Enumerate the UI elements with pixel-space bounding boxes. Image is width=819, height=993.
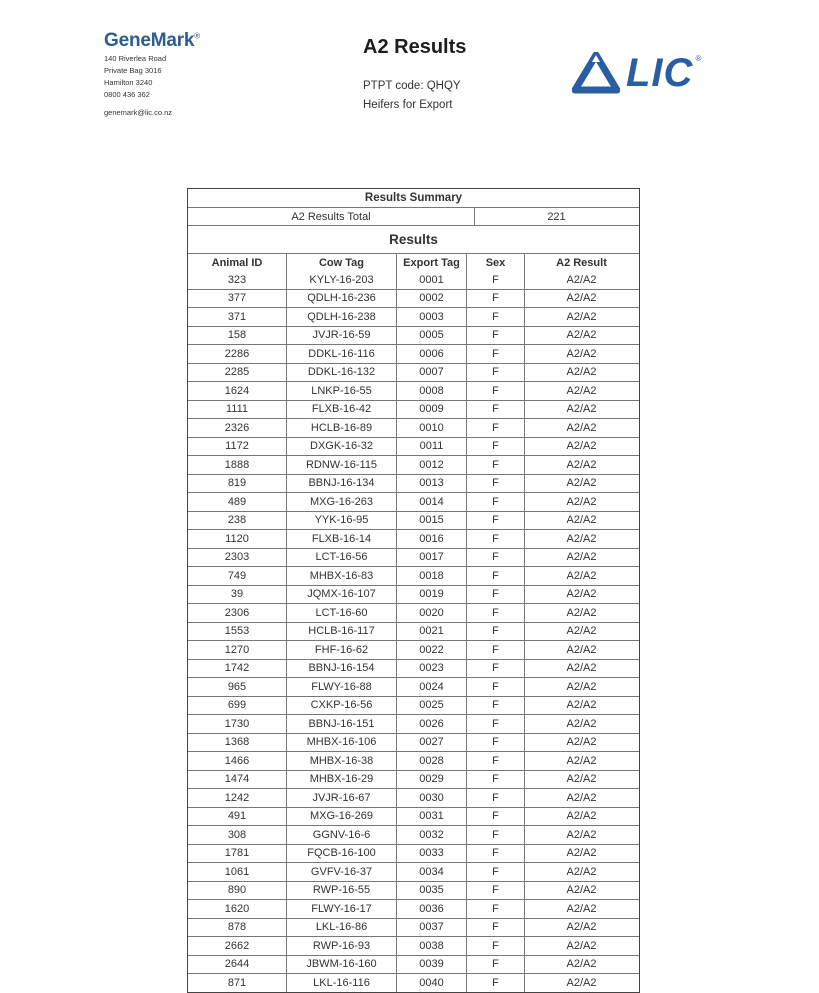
export-tag-cell: 0005 (396, 327, 466, 345)
animal-id-cell: 377 (227, 292, 247, 305)
phone-number: 0800 436 362 (104, 90, 150, 99)
cow-tag-cell: RWP-16-93 (286, 937, 396, 955)
table-row (188, 936, 639, 955)
cow-tag-cell: YYK-16-95 (286, 512, 396, 530)
sex-cell: F (466, 549, 524, 567)
table-row (188, 455, 639, 474)
animal-id-cell: 819 (227, 477, 247, 490)
cow-tag-cell: JVJR-16-67 (286, 789, 396, 807)
cow-tag-cell: CXKP-16-56 (286, 697, 396, 715)
a2-result-cell: A2/A2 (524, 660, 638, 678)
a2-result-cell: A2/A2 (524, 919, 638, 937)
animal-id-cell: 1742 (224, 662, 250, 675)
sex-cell: F (466, 641, 524, 659)
animal-id-cell: 2285 (224, 366, 250, 379)
sex-cell: F (466, 475, 524, 493)
export-tag-cell: 0008 (396, 382, 466, 400)
animal-id-cell: 308 (227, 828, 247, 841)
export-tag-cell: 0023 (396, 660, 466, 678)
cow-tag-cell: MXG-16-263 (286, 493, 396, 511)
export-tag-cell: 0028 (396, 752, 466, 770)
sex-cell: F (466, 438, 524, 456)
cow-tag-cell: HCLB-16-117 (286, 623, 396, 641)
animal-id-cell: 158 (227, 329, 247, 342)
cow-tag-cell: JBWM-16-160 (286, 956, 396, 974)
table-row (188, 566, 639, 585)
animal-id-cell: 749 (227, 569, 247, 582)
a2-result-cell: A2/A2 (524, 715, 638, 733)
cow-tag-cell: LKL-16-116 (286, 974, 396, 992)
sex-cell: F (466, 697, 524, 715)
a2-result-cell: A2/A2 (524, 586, 638, 604)
animal-id-cell: 1061 (224, 865, 250, 878)
a2-result-cell: A2/A2 (524, 364, 638, 382)
sex-cell: F (466, 271, 524, 289)
a2-result-cell: A2/A2 (524, 604, 638, 622)
cow-tag-cell: BBNJ-16-154 (286, 660, 396, 678)
export-tag-cell: 0011 (396, 438, 466, 456)
sex-cell: F (466, 882, 524, 900)
a2-result-cell: A2/A2 (524, 475, 638, 493)
summary-total-value: 221 (474, 208, 638, 225)
cow-tag-cell: QDLH-16-238 (286, 308, 396, 326)
export-tag-cell: 0010 (396, 419, 466, 437)
cow-tag-cell: HCLB-16-89 (286, 419, 396, 437)
animal-id-cell: 1242 (224, 791, 250, 804)
sex-cell: F (466, 808, 524, 826)
sex-cell: F (466, 623, 524, 641)
sex-cell: F (466, 419, 524, 437)
summary-total-row (188, 207, 639, 225)
cow-tag-cell: FQCB-16-100 (286, 845, 396, 863)
export-tag-cell: 0017 (396, 549, 466, 567)
sex-cell: F (466, 919, 524, 937)
a2-result-cell: A2/A2 (524, 493, 638, 511)
animal-id-cell: 238 (227, 514, 247, 527)
cow-tag-cell: DDKL-16-116 (286, 345, 396, 363)
sex-cell: F (466, 586, 524, 604)
sex-cell: F (466, 364, 524, 382)
cow-tag-cell: LNKP-16-55 (286, 382, 396, 400)
logo-text: LIC (626, 51, 694, 95)
table-row (188, 622, 639, 641)
export-tag-cell: 0027 (396, 734, 466, 752)
export-tag-cell: 0026 (396, 715, 466, 733)
export-tag-cell: 0022 (396, 641, 466, 659)
cow-tag-cell: FLXB-16-42 (286, 401, 396, 419)
sex-cell: F (466, 771, 524, 789)
a2-result-cell: A2/A2 (524, 327, 638, 345)
cow-tag-cell: MHBX-16-29 (286, 771, 396, 789)
a2-result-cell: A2/A2 (524, 956, 638, 974)
table-row (188, 696, 639, 715)
animal-id-cell: 2662 (224, 939, 250, 952)
company-address (104, 53, 200, 101)
export-tag-cell: 0038 (396, 937, 466, 955)
cow-tag-cell: LCT-16-60 (286, 604, 396, 622)
export-tag-cell: 0021 (396, 623, 466, 641)
a2-result-cell: A2/A2 (524, 974, 638, 992)
export-tag-cell: 0035 (396, 882, 466, 900)
cow-tag-cell: MHBX-16-106 (286, 734, 396, 752)
cow-tag-cell: DXGK-16-32 (286, 438, 396, 456)
cow-tag-cell: MHBX-16-38 (286, 752, 396, 770)
animal-id-cell: 2286 (224, 347, 250, 360)
table-row (188, 344, 639, 363)
animal-id-cell: 1553 (224, 625, 250, 638)
a2-result-cell: A2/A2 (524, 530, 638, 548)
animal-id-cell: 871 (227, 976, 247, 989)
table-header-row (188, 253, 639, 271)
export-tag-cell: 0040 (396, 974, 466, 992)
cow-tag-cell: RWP-16-55 (286, 882, 396, 900)
address-line: Private Bag 3016 (104, 66, 162, 75)
cow-tag-cell: BBNJ-16-134 (286, 475, 396, 493)
column-header: Export Tag (396, 254, 466, 271)
table-row (188, 825, 639, 844)
a2-result-cell: A2/A2 (524, 567, 638, 585)
animal-id-cell: 878 (227, 921, 247, 934)
animal-id-cell: 2303 (224, 551, 250, 564)
export-tag-cell: 0036 (396, 900, 466, 918)
cow-tag-cell: GVFV-16-37 (286, 863, 396, 881)
table-row (188, 271, 639, 289)
animal-id-cell: 1270 (224, 643, 250, 656)
table-row (188, 418, 639, 437)
export-tag-cell: 0031 (396, 808, 466, 826)
table-row (188, 862, 639, 881)
animal-id-cell: 1474 (224, 773, 250, 786)
sex-cell: F (466, 290, 524, 308)
table-row (188, 640, 639, 659)
sex-cell: F (466, 845, 524, 863)
sex-cell: F (466, 382, 524, 400)
sex-cell: F (466, 660, 524, 678)
export-tag-cell: 0013 (396, 475, 466, 493)
company-email: genemark@lic.co.nz (104, 108, 173, 117)
a2-result-cell: A2/A2 (524, 290, 638, 308)
a2-result-cell: A2/A2 (524, 808, 638, 826)
export-tag-cell: 0024 (396, 678, 466, 696)
a2-result-cell: A2/A2 (524, 419, 638, 437)
company-block (104, 30, 200, 117)
cow-tag-cell: MHBX-16-83 (286, 567, 396, 585)
table-row (188, 770, 639, 789)
document-subtitle: Heifers for Export (363, 99, 453, 111)
a2-result-cell: A2/A2 (524, 900, 638, 918)
a2-result-cell: A2/A2 (524, 734, 638, 752)
a2-result-cell: A2/A2 (524, 456, 638, 474)
table-row (188, 844, 639, 863)
cow-tag-cell: FLXB-16-14 (286, 530, 396, 548)
export-tag-cell: 0003 (396, 308, 466, 326)
cow-tag-cell: GGNV-16-6 (286, 826, 396, 844)
animal-id-cell: 890 (227, 884, 247, 897)
table-row (188, 492, 639, 511)
cow-tag-cell: RDNW-16-115 (286, 456, 396, 474)
table-row (188, 881, 639, 900)
table-row (188, 381, 639, 400)
a2-result-cell: A2/A2 (524, 937, 638, 955)
a2-result-cell: A2/A2 (524, 789, 638, 807)
results-title: Results (389, 232, 438, 247)
cow-tag-cell: DDKL-16-132 (286, 364, 396, 382)
sex-cell: F (466, 734, 524, 752)
a2-result-cell: A2/A2 (524, 512, 638, 530)
table-row (188, 751, 639, 770)
sex-cell: F (466, 863, 524, 881)
cow-tag-cell: LKL-16-86 (286, 919, 396, 937)
cow-tag-cell: JQMX-16-107 (286, 586, 396, 604)
a2-result-cell: A2/A2 (524, 678, 638, 696)
company-name: GeneMark® (104, 30, 200, 51)
table-row (188, 307, 639, 326)
table-row (188, 807, 639, 826)
a2-result-cell: A2/A2 (524, 271, 638, 289)
sex-cell: F (466, 937, 524, 955)
page-title: A2 Results (363, 36, 467, 58)
ptpt-code: PTPT code: QHQY (363, 80, 461, 92)
export-tag-cell: 0012 (396, 456, 466, 474)
a2-result-cell: A2/A2 (524, 697, 638, 715)
sex-cell: F (466, 900, 524, 918)
a2-result-cell: A2/A2 (524, 345, 638, 363)
a2-result-cell: A2/A2 (524, 401, 638, 419)
document-header (363, 36, 466, 115)
a2-result-cell: A2/A2 (524, 882, 638, 900)
logo-registered-mark: ® (695, 54, 702, 63)
animal-id-cell: 371 (227, 310, 247, 323)
animal-id-cell: 1368 (224, 736, 250, 749)
export-tag-cell: 0016 (396, 530, 466, 548)
lic-logo (572, 52, 701, 94)
sex-cell: F (466, 327, 524, 345)
table-row (188, 918, 639, 937)
sex-cell: F (466, 493, 524, 511)
table-row (188, 548, 639, 567)
table-row (188, 511, 639, 530)
table-row (188, 437, 639, 456)
animal-id-cell: 39 (230, 588, 244, 601)
a2-result-cell: A2/A2 (524, 826, 638, 844)
column-header: Cow Tag (286, 254, 396, 271)
export-tag-cell: 0020 (396, 604, 466, 622)
table-row (188, 659, 639, 678)
sex-cell: F (466, 604, 524, 622)
export-tag-cell: 0001 (396, 271, 466, 289)
export-tag-cell: 0025 (396, 697, 466, 715)
results-table (187, 188, 640, 993)
a2-result-cell: A2/A2 (524, 845, 638, 863)
table-row (188, 677, 639, 696)
cow-tag-cell: KYLY-16-203 (286, 271, 396, 289)
export-tag-cell: 0007 (396, 364, 466, 382)
animal-id-cell: 699 (227, 699, 247, 712)
export-tag-cell: 0002 (396, 290, 466, 308)
table-body (188, 271, 639, 992)
sex-cell: F (466, 678, 524, 696)
summary-title: Results Summary (364, 192, 463, 204)
a2-result-cell: A2/A2 (524, 623, 638, 641)
sex-cell: F (466, 530, 524, 548)
sex-cell: F (466, 345, 524, 363)
export-tag-cell: 0037 (396, 919, 466, 937)
animal-id-cell: 1466 (224, 754, 250, 767)
animal-id-cell: 1120 (225, 532, 249, 545)
table-row (188, 973, 639, 992)
table-row (188, 585, 639, 604)
cow-tag-cell: FLWY-16-88 (286, 678, 396, 696)
export-tag-cell: 0039 (396, 956, 466, 974)
animal-id-cell: 491 (227, 810, 247, 823)
export-tag-cell: 0018 (396, 567, 466, 585)
lic-triangle-icon (572, 52, 620, 94)
a2-result-cell: A2/A2 (524, 752, 638, 770)
animal-id-cell: 2326 (224, 421, 250, 434)
export-tag-cell: 0019 (396, 586, 466, 604)
a2-result-cell: A2/A2 (524, 771, 638, 789)
export-tag-cell: 0032 (396, 826, 466, 844)
animal-id-cell: 1781 (224, 847, 250, 860)
address-line: 140 Riverlea Road (104, 54, 167, 63)
sex-cell: F (466, 567, 524, 585)
cow-tag-cell: JVJR-16-59 (286, 327, 396, 345)
table-row (188, 714, 639, 733)
sex-cell: F (466, 956, 524, 974)
a2-result-cell: A2/A2 (524, 438, 638, 456)
table-row (188, 733, 639, 752)
table-row (188, 955, 639, 974)
animal-id-cell: 1888 (224, 458, 250, 471)
cow-tag-cell: BBNJ-16-151 (286, 715, 396, 733)
export-tag-cell: 0030 (396, 789, 466, 807)
sex-cell: F (466, 512, 524, 530)
cow-tag-cell: FHF-16-62 (286, 641, 396, 659)
a2-result-cell: A2/A2 (524, 549, 638, 567)
animal-id-cell: 1620 (224, 902, 250, 915)
a2-result-cell: A2/A2 (524, 382, 638, 400)
export-tag-cell: 0006 (396, 345, 466, 363)
cow-tag-cell: LCT-16-56 (286, 549, 396, 567)
table-row (188, 788, 639, 807)
sex-cell: F (466, 456, 524, 474)
address-line: Hamilton 3240 (104, 78, 153, 87)
sex-cell: F (466, 401, 524, 419)
animal-id-cell: 2644 (224, 958, 250, 971)
table-row (188, 474, 639, 493)
sex-cell: F (466, 752, 524, 770)
cow-tag-cell: MXG-16-269 (286, 808, 396, 826)
column-header: Animal ID (211, 256, 263, 269)
cow-tag-cell: QDLH-16-236 (286, 290, 396, 308)
animal-id-cell: 965 (227, 680, 247, 693)
animal-id-cell: 1624 (224, 384, 250, 397)
a2-result-cell: A2/A2 (524, 641, 638, 659)
column-header: A2 Result (524, 254, 638, 271)
sex-cell: F (466, 715, 524, 733)
animal-id-cell: 2306 (224, 606, 250, 619)
table-row (188, 326, 639, 345)
cow-tag-cell: FLWY-16-17 (286, 900, 396, 918)
animal-id-cell: 1730 (224, 717, 250, 730)
summary-total-label: A2 Results Total (291, 210, 371, 223)
export-tag-cell: 0034 (396, 863, 466, 881)
animal-id-cell: 323 (227, 273, 247, 286)
a2-result-cell: A2/A2 (524, 863, 638, 881)
animal-id-cell: 489 (227, 495, 247, 508)
export-tag-cell: 0029 (396, 771, 466, 789)
table-row (188, 400, 639, 419)
a2-result-cell: A2/A2 (524, 308, 638, 326)
table-row (188, 899, 639, 918)
sex-cell: F (466, 308, 524, 326)
table-row (188, 529, 639, 548)
sex-cell: F (466, 789, 524, 807)
export-tag-cell: 0015 (396, 512, 466, 530)
sex-cell: F (466, 826, 524, 844)
animal-id-cell: 1172 (225, 440, 249, 453)
export-tag-cell: 0009 (396, 401, 466, 419)
column-header: Sex (466, 254, 524, 271)
export-tag-cell: 0033 (396, 845, 466, 863)
sex-cell: F (466, 974, 524, 992)
table-row (188, 603, 639, 622)
table-row (188, 363, 639, 382)
animal-id-cell: 1111 (225, 403, 249, 416)
table-row (188, 289, 639, 308)
export-tag-cell: 0014 (396, 493, 466, 511)
